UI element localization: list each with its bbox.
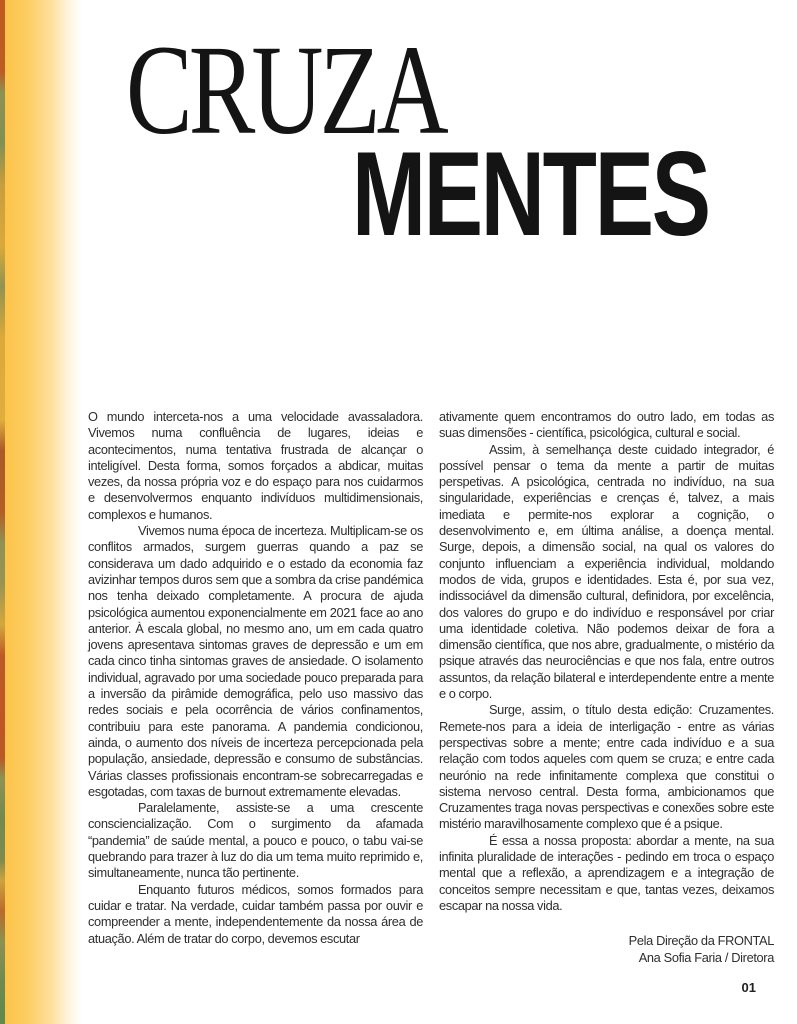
signature-org: Pela Direção da FRONTAL <box>628 933 774 949</box>
masthead-title-mentes: MENTES <box>352 127 709 261</box>
paragraph: Enquanto futuros médicos, somos formados para cuidar e tratar. Na verdade, cuidar também passa por ouvir e compreender a mente, independentemente da nossa área de atuação. Além de tratar do corpo, devemos escutar <box>88 881 423 946</box>
left-column <box>88 409 423 966</box>
signature-block <box>439 932 774 966</box>
paragraph: Assim, à semelhança deste cuidado integrador, é possível pensar o tema da mente a partir de muitas perspetivas. A psicológica, centrada no indivíduo, na sua singularidade, experiências e crenças é, talvez, a mais imediata e permite-nos explorar a cognição, o desenvolvimento e, em última análise, a doença mental. Surge, depois, a dimensão social, na qual os valores do conjunto influenciam a experiência individual, moldando modos de vida, grupos e identidades. Esta é, por sua vez, indissociável da dimensão cultural, definidora, por excelência, dos valores do grupo e do indivíduo e responsável por criar uma identidade coletiva. Não podemos deixar de fora a dimensão científica, que nos abre, gradualmente, o mistério da psique através das neurociências e que nos fala, entre outros assuntos, da relação bilateral e interdependente entre a mente e o corpo. <box>439 441 774 702</box>
paragraph: Vivemos numa época de incerteza. Multiplicam-se os conflitos armados, surgem guerras quando a paz se considerava um dado adquirido e o estado da economia faz avizinhar tempos duros sem que a sombra da crise pandémica nos tenha deixado completamente. A procura de ajuda psicológica aumentou exponencialmente em 2021 face ao ano anterior. À escala global, no mesmo ano, um em cada quatro jovens apresentava sintomas graves de depressão e um em cada cinco tinha sintomas graves de ansiedade. O isolamento individual, agravado por uma sociedade pouco preparada para a inversão da pirâmide demográfica, pelo uso massivo das redes sociais e pela ocorrência de vários confinamentos, contribuiu para este panorama. A pandemia condicionou, ainda, o aumento dos níveis de incerteza percepcionada pela população, ansiedade, depressão e consumo de substâncias. Várias classes profissionais encontram-se sobrecarregadas e esgotadas, com taxas de burnout extremamente elevadas. <box>88 523 423 799</box>
editorial-body <box>88 409 774 966</box>
left-yellow-gradient <box>4 0 82 1024</box>
page-number: 01 <box>741 980 756 995</box>
paragraph: Paralelamente, assiste-se a uma crescente consciencialização. Com o surgimento da afamada “pandemia” de saúde mental, a pouco e pouco, o tabu vai-se quebrando para trazer à luz do dia um tema muito reprimido e, simultaneamente, nunca tão pertinente. <box>88 800 423 881</box>
paragraph: O mundo interceta-nos a uma velocidade avassaladora. Vivemos numa confluência de lugares, ideias e acontecimentos, numa tentativa frustrada de alcançar o inteligível. Desta forma, somos forçados a abdicar, muitas vezes, da nossa própria voz e do espaço para nos cuidarmos e desenvolvermos enquanto indivíduos multidimensionais, complexos e humanos. <box>88 409 423 522</box>
spine-color-strip <box>0 0 5 1024</box>
right-column <box>439 409 774 966</box>
paragraph: É essa a nossa proposta: abordar a mente, na sua infinita pluralidade de interações - pedindo em troca o espaço mental que a reflexão, a aprendizagem e a integração de conceitos sempre necessitam e que, tantas vezes, deixamos escapar na nossa vida. <box>439 832 774 913</box>
paragraph-continuation: ativamente quem encontramos do outro lado, em todas as suas dimensões - científica, psicológica, cultural e social. <box>439 409 774 441</box>
signature-author: Ana Sofia Faria / Diretora <box>638 950 774 966</box>
paragraph: Surge, assim, o título desta edição: Cruzamentes. Remete-nos para a ideia de interligação - entre as várias perspectivas sobre a mente; entre cada indivíduo e a sua relação com todos aqueles com quem se cruza; e entre cada neurónio na rede infinitamente complexa que constitui o sistema nervoso central. Desta forma, ambicionamos que Cruzamentes traga novas perspectivas e conexões sobre este mistério maravilhosamente complexo que é a psique. <box>439 702 774 832</box>
masthead-title-cruza: CRUZA <box>126 19 445 161</box>
